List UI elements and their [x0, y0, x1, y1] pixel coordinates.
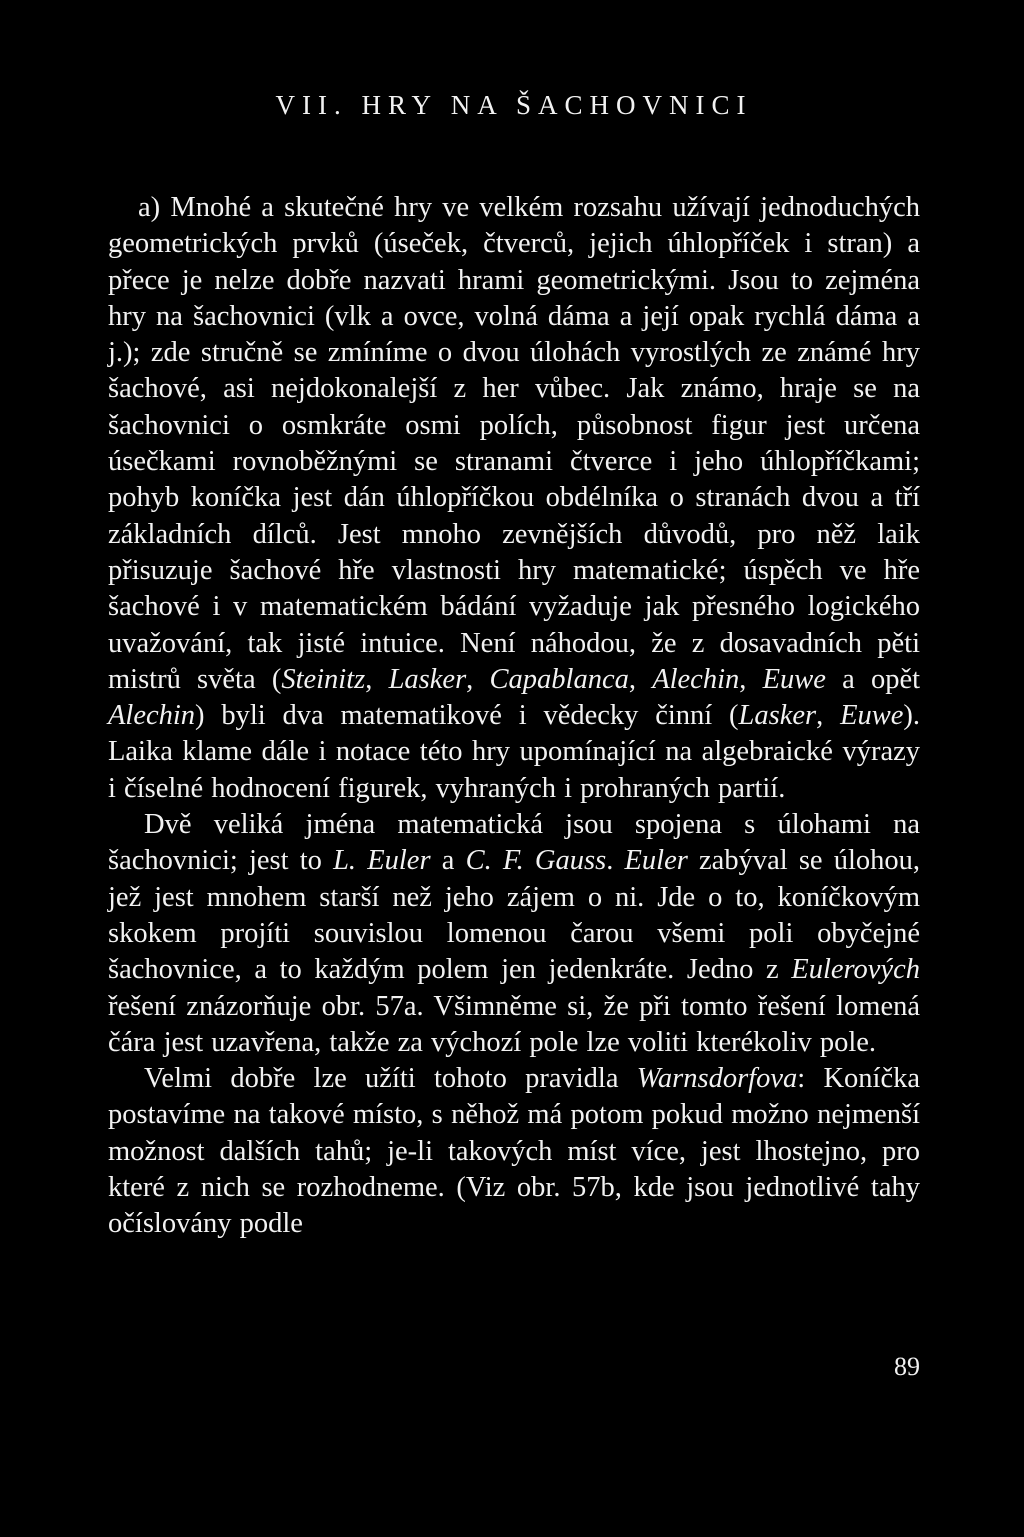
person-name: Capablanca — [489, 663, 629, 695]
person-name: Alechin — [652, 663, 740, 695]
chapter-title: VII. HRY NA ŠACHOVNICI — [275, 90, 753, 120]
text-run: : Koníčka postavíme na takové místo, s něhož má potom pokud možno nejmenší možnost dalších tahů; je-li takových míst více, jest lhostejno, pro které z nich se rozhodneme. (Viz obr. 57b, kde jsou jednotlivé tahy očíslovány podle — [108, 1063, 921, 1240]
person-name: L. Euler — [333, 845, 431, 877]
paragraph-2 — [108, 807, 920, 1061]
text-run: zabýval se úlohou, jež jest mnohem starší než jeho zájem o ni. Jde o to, koníčkovým skokem projíti souvislou lomenou čarou všemi poli obyčejné šachovnice, a to každým polem jen jedenkráte. Jedno z — [108, 845, 921, 986]
body-text — [108, 190, 920, 1243]
person-name: Eulerových — [791, 954, 920, 986]
person-name: Euwe — [762, 663, 826, 695]
person-name: Euwe — [840, 700, 904, 732]
person-name: Steinitz — [281, 663, 366, 695]
text-run: , — [739, 663, 763, 695]
person-name: C. F. Gauss — [465, 845, 607, 877]
text-run: , — [628, 663, 653, 695]
person-name: Alechin — [108, 700, 196, 732]
text-run: řešení znázorňuje obr. 57a. Všimněme si, že při tomto řešení lomená čára jest uzavřena, takže za výchozí pole lze voliti kterékoliv pole. — [108, 990, 920, 1058]
book-page — [108, 0, 920, 1537]
text-run: Velmi dobře lze užíti tohoto pravidla — [144, 1063, 637, 1095]
text-run: , — [365, 663, 389, 695]
text-run: ) byli dva matematikové i vědecky činní ( — [195, 700, 739, 732]
text-run: a — [430, 845, 466, 877]
text-run: , — [466, 663, 490, 695]
person-name: Lasker — [388, 663, 467, 695]
person-name: Euler — [624, 845, 688, 877]
person-name: Lasker — [738, 700, 817, 732]
text-run: a opět — [825, 663, 921, 695]
text-run: . — [606, 845, 625, 877]
text-run: , — [816, 700, 841, 732]
text-run: Dvě veliká jména matematická jsou spojena s úlohami na šachovnici; jest to — [108, 809, 920, 877]
text-run: a) Mnohé a skutečné hry ve velkém rozsahu užívají jednoduchých geometrických prvků (úseček, čtverců, jejich úhlopříček i stran) a přece je nelze dobře nazvati hrami geometrickými. Jsou to zejména hry na šachovnici (vlk a ovce, volná dáma a její opak rychlá dáma a j.); zde stručně se zmíníme o dvou úlohách vyrostlých ze známé hry šachové, asi nejdokonalejší z her vůbec. Jak známo, hraje se na šachovnici o osmkráte osmi polích, působnost figur jest určena úsečkami rovnoběžnými se stranami čtverce i jeho úhlopříčkami; pohyb koníčka jest dán úhlopříčkou obdélníka o stranách dvou a tří základních dílců. Jest mnoho zevnějších důvodů, pro něž laik přisuzuje šachové hře vlastnosti hry matematické; úspěch ve hře šachové i v matematickém bádání vyžaduje jak přesného logického uvažování, tak jisté intuice. Není náhodou, že z dosavadních pěti mistrů světa ( — [108, 192, 920, 695]
page-number: 89 — [894, 1352, 920, 1381]
paragraph-3 — [108, 1061, 920, 1242]
text-run: ). Laika klame dále i notace této hry upomínající na algebraické výrazy i číselné hodnocení figurek, vyhraných i prohraných partií. — [108, 700, 921, 804]
paragraph-1 — [108, 190, 920, 807]
person-name: Warnsdorfova — [636, 1063, 798, 1095]
